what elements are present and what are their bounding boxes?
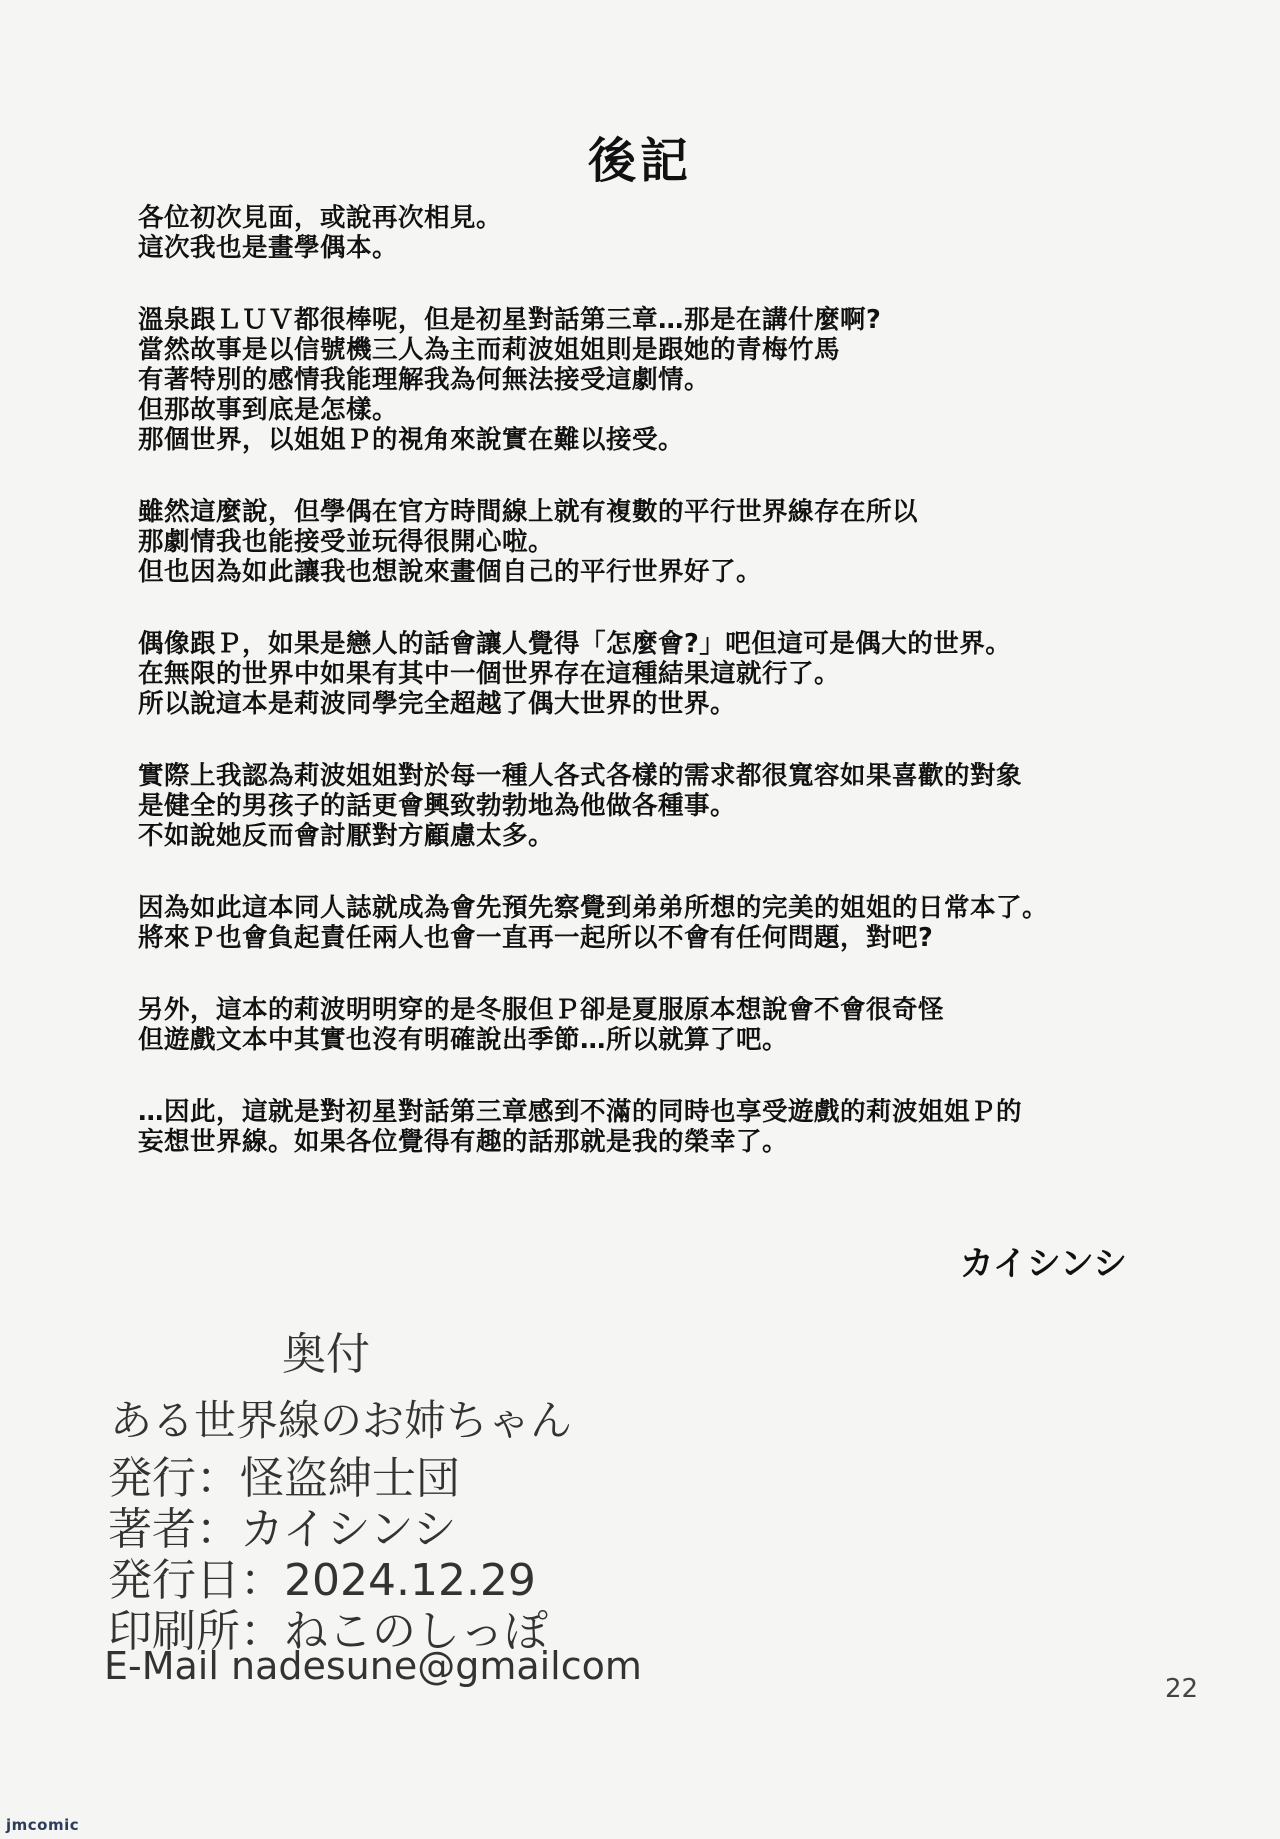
page-number: 22: [1165, 1674, 1199, 1704]
text-line: 這次我也是畫學偶本。: [138, 233, 399, 263]
text-line: 有著特別的感情我能理解我為何無法接受這劇情。: [138, 365, 711, 395]
text-line: 那劇情我也能接受並玩得很開心啦。: [138, 527, 555, 557]
paragraph-6: [138, 893, 1148, 953]
text-line: 當然故事是以信號機三人為主而莉波姐姐則是跟她的青梅竹馬: [138, 335, 841, 365]
paragraph-2: [138, 305, 1148, 455]
text-line: …因此，這就是對初星對話第三章感到不滿的同時也享受遊戲的莉波姐姐Ｐ的: [138, 1097, 1023, 1127]
paragraph-5: [138, 761, 1148, 851]
colophon-printer: 印刷所：ねこのしっぽ: [108, 1606, 548, 1657]
paragraph-4: [138, 629, 1148, 719]
colophon-book-title: ある世界線のお姉ちゃん: [110, 1396, 573, 1445]
colophon-date: 発行日：2024.12.29: [108, 1555, 536, 1606]
text-line: 將來Ｐ也會負起責任兩人也會一直再一起所以不會有任何問題，對吧?: [138, 923, 934, 953]
text-line: 實際上我認為莉波姐姐對於每一種人各式各樣的需求都很寬容如果喜歡的對象: [138, 761, 1023, 791]
text-line: 偶像跟Ｐ，如果是戀人的話會讓人覺得「怎麼會?」吧但這可是偶大的世界。: [138, 629, 1012, 659]
text-line: 是健全的男孩子的話更會興致勃勃地為他做各種事。: [138, 791, 737, 821]
author-signature: カイシンシ: [959, 1244, 1127, 1284]
text-line: 所以說這本是莉波同學完全超越了偶大世界的世界。: [138, 689, 737, 719]
text-line: 但那故事到底是怎樣。: [138, 395, 399, 425]
colophon-author: 著者：カイシンシ: [108, 1504, 457, 1555]
colophon-email: E-Mail nadesune@gmailcom: [104, 1644, 642, 1688]
colophon-publisher: 発行：怪盗紳士団: [108, 1453, 460, 1504]
text-line: 不如說她反而會討厭對方顧慮太多。: [138, 821, 555, 851]
afterword-body: [138, 203, 1148, 1199]
text-line: 在無限的世界中如果有其中一個世界存在這種結果這就行了。: [138, 659, 841, 689]
text-line: 但遊戲文本中其實也沒有明確說出季節…所以就算了吧。: [138, 1025, 789, 1055]
text-line: 溫泉跟ＬＵＶ都很棒呢，但是初星對話第三章…那是在講什麼啊?: [138, 305, 882, 335]
paragraph-8: [138, 1097, 1148, 1157]
text-line: 各位初次見面，或說再次相見。: [138, 203, 503, 233]
text-line: 雖然這麼說，但學偶在官方時間線上就有複數的平行世界線存在所以: [138, 497, 919, 527]
afterword-title: 後記: [587, 133, 692, 189]
watermark-logo: jmcomic: [6, 1816, 80, 1834]
paragraph-7: [138, 995, 1148, 1055]
text-line: 那個世界，以姐姐Ｐ的視角來說實在難以接受。: [138, 425, 685, 455]
paragraph-1: [138, 203, 1148, 263]
colophon-heading: 奥付: [282, 1329, 370, 1380]
text-line: 妄想世界線。如果各位覺得有趣的話那就是我的榮幸了。: [138, 1127, 789, 1157]
text-line: 因為如此這本同人誌就成為會先預先察覺到弟弟所想的完美的姐姐的日常本了。: [138, 893, 1049, 923]
paragraph-3: [138, 497, 1148, 587]
text-line: 另外，這本的莉波明明穿的是冬服但Ｐ卻是夏服原本想說會不會很奇怪: [138, 995, 945, 1025]
text-line: 但也因為如此讓我也想說來畫個自己的平行世界好了。: [138, 557, 763, 587]
